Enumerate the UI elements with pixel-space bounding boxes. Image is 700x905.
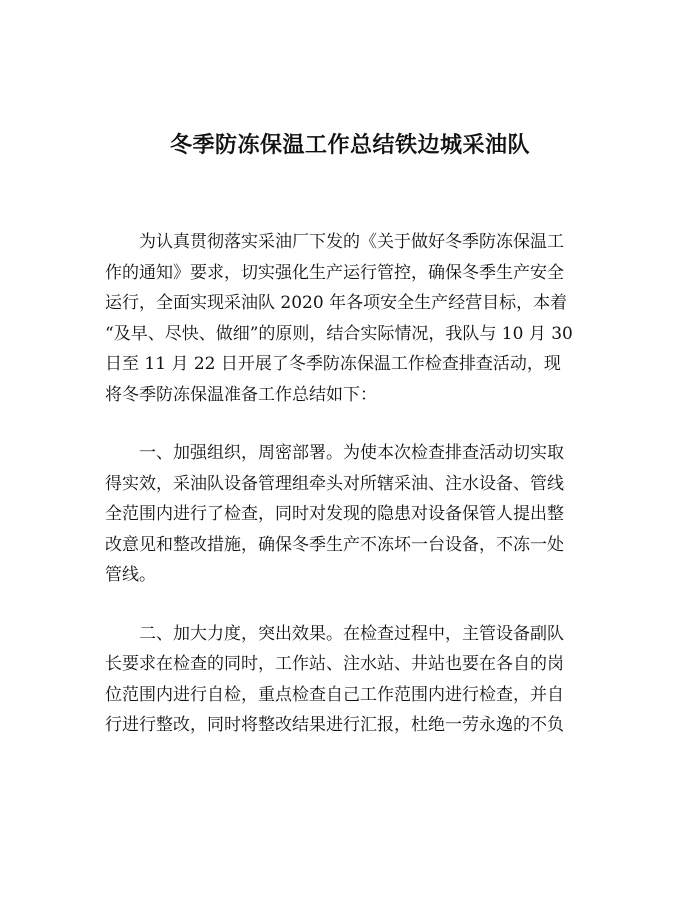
text-line: 将冬季防冻保温准备工作总结如下： (105, 384, 377, 405)
text-line: 长要求在检查的同时，工作站、注水站、井站也要在各自的岗 (105, 654, 564, 674)
text-line: 全范围内进行了检查，同时对发现的隐患对设备保管人提出整 (105, 504, 564, 524)
text-line: 作的通知》要求，切实强化生产运行管控，确保冬季生产安全 (105, 262, 564, 283)
text-line: 改意见和整改措施，确保冬季生产不冻坏一台设备，不冻一处 (105, 534, 564, 555)
text-line: 运行，全面实现采油队 2020 年各项安全生产经营目标，本着 (105, 293, 568, 313)
text-line: 行进行整改，同时将整改结果进行汇报，杜绝一劳永逸的不负 (105, 715, 564, 735)
text-line: 日至 11 月 22 日开展了冬季防冻保温工作检查排查活动，现 (105, 354, 561, 374)
text-line: “及早、尽快、做细”的原则，结合实际情况，我队与 10 月 30 (105, 323, 573, 344)
text-line: 二、加大力度，突出效果。在检查过程中，主管设备副队 (105, 623, 564, 644)
document-body (105, 227, 605, 769)
paragraph-section-1 (105, 438, 605, 591)
text-line: 一、加强组织，周密部署。为使本次检查排查活动切实取 (105, 443, 564, 463)
paragraph-intro (105, 227, 605, 410)
document-title: 冬季防冻保温工作总结铁边城采油队 (169, 132, 530, 158)
text-line: 为认真贯彻落实采油厂下发的《关于做好冬季防冻保温工 (105, 232, 564, 252)
text-line: 得实效，采油队设备管理组牵头对所辖采油、注水设备、管线 (105, 473, 564, 494)
text-line: 管线。 (105, 565, 156, 585)
paragraph-section-2 (105, 619, 605, 741)
text-line: 位范围内进行自检，重点检查自己工作范围内进行检查，并自 (105, 684, 564, 705)
